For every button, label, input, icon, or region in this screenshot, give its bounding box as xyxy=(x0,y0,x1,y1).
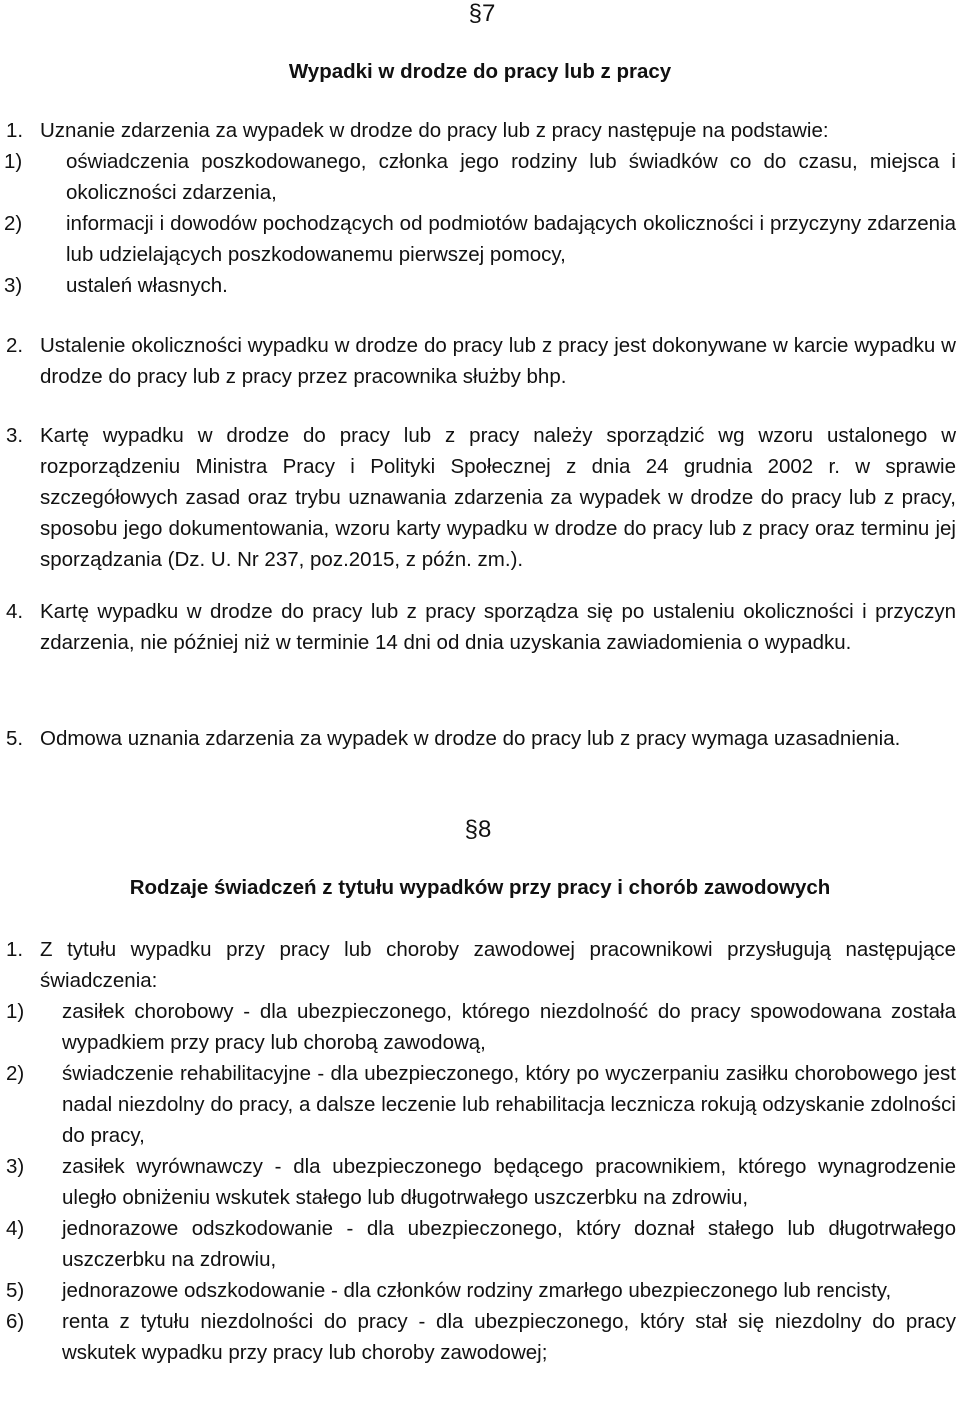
list-item-text: jednorazowe odszkodowanie - dla ubezpieczonego, który doznał stałego lub długotrwałego uszczerbku na zdrowiu, xyxy=(62,1217,956,1271)
section-8-title: Rodzaje świadczeń z tytułu wypadków przy pracy i chorób zawodowych xyxy=(129,876,831,899)
list-item xyxy=(6,1306,956,1368)
list-item-text: ustaleń własnych. xyxy=(66,274,228,297)
list-item-number: 5) xyxy=(6,1279,25,1302)
paragraph-number: 1. xyxy=(6,938,24,961)
list-item-number: 2) xyxy=(4,212,23,235)
paragraph-text: Kartę wypadku w drodze do pracy lub z pracy sporządza się po ustaleniu okoliczności i przyczyn zdarzenia, nie później niż w terminie 14 dni od dnia uzyskania zawiadomienia o wypadku. xyxy=(40,600,956,654)
paragraph-number: 2. xyxy=(6,334,24,357)
list-item-number: 2) xyxy=(6,1062,25,1085)
section-8-p1-list xyxy=(6,996,956,1368)
section-7-paragraph-2 xyxy=(6,330,956,392)
list-item-text: zasiłek chorobowy - dla ubezpieczonego, którego niezdolność do pracy spowodowana została wypadkiem przy pracy lub chorobą zawodową, xyxy=(62,1000,956,1054)
paragraph-text: Kartę wypadku w drodze do pracy lub z pracy należy sporządzić wg wzoru ustalonego w rozporządzeniu Ministra Pracy i Polityki Społecznej z dnia 24 grudnia 2002 r. w sprawie szczegółowych zasad oraz trybu uznawania zdarzenia za wypadek w drodze do pracy lub z pracy, sposobu jego dokumentowania, wzoru karty wypadku w drodze do pracy lub z pracy oraz terminu jej sporządzania (Dz. U. Nr 237, poz.2015, z późn. zm.). xyxy=(40,424,956,571)
list-item xyxy=(6,996,956,1058)
list-item xyxy=(6,1151,956,1213)
list-item-text: świadczenie rehabilitacyjne - dla ubezpieczonego, który po wyczerpaniu zasiłku chorobowego jest nadal niezdolny do pracy, a dalsze leczenie lub rehabilitacja lecznicza rokują odzyskanie zdolności do pracy, xyxy=(62,1062,956,1147)
section-7-number: §7 xyxy=(468,0,496,27)
paragraph-text: Ustalenie okoliczności wypadku w drodze do pracy lub z pracy jest dokonywane w karcie wypadku w drodze do pracy lub z pracy przez pracownika służby bhp. xyxy=(40,334,956,388)
section-7-p1-list xyxy=(4,146,956,301)
section-8-number: §8 xyxy=(464,816,492,843)
list-item xyxy=(6,1275,956,1306)
list-item-text: zasiłek wyrównawczy - dla ubezpieczonego będącego pracownikiem, którego wynagrodzenie uległo obniżeniu wskutek stałego lub długotrwałego uszczerbku na zdrowiu, xyxy=(62,1155,956,1209)
list-item-text: oświadczenia poszkodowanego, członka jego rodziny lub świadków co do czasu, miejsca i okoliczności zdarzenia, xyxy=(66,150,956,204)
list-item-number: 3) xyxy=(4,274,23,297)
list-item-number: 1) xyxy=(6,1000,25,1023)
list-item xyxy=(6,1058,956,1151)
paragraph-text: Z tytułu wypadku przy pracy lub choroby zawodowej pracownikowi przysługują następujące świadczenia: xyxy=(40,938,956,992)
paragraph-text: Uznanie zdarzenia za wypadek w drodze do pracy lub z pracy następuje na podstawie: xyxy=(40,119,829,142)
list-item-text: renta z tytułu niezdolności do pracy - dla ubezpieczonego, który stał się niezdolny do pracy wskutek wypadku przy pracy lub choroby zawodowej; xyxy=(62,1310,956,1364)
list-item xyxy=(4,270,956,301)
paragraph-number: 4. xyxy=(6,600,24,623)
list-item-text: informacji i dowodów pochodzących od podmiotów badających okoliczności i przyczyny zdarzenia lub udzielających poszkodowanemu pierwszej pomocy, xyxy=(66,212,956,266)
list-item-number: 4) xyxy=(6,1217,25,1240)
list-item-number: 6) xyxy=(6,1310,25,1333)
section-7-paragraph-4 xyxy=(6,596,956,658)
paragraph-number: 3. xyxy=(6,424,24,447)
paragraph-number: 1. xyxy=(6,119,24,142)
list-item-number: 1) xyxy=(4,150,23,173)
paragraph-text: Odmowa uznania zdarzenia za wypadek w drodze do pracy lub z pracy wymaga uzasadnienia. xyxy=(40,727,901,750)
list-item-number: 3) xyxy=(6,1155,25,1178)
list-item xyxy=(4,146,956,208)
list-item-text: jednorazowe odszkodowanie - dla członków rodziny zmarłego ubezpieczonego lub rencisty, xyxy=(62,1279,892,1302)
section-7-title: Wypadki w drodze do pracy lub z pracy xyxy=(288,60,672,83)
paragraph-number: 5. xyxy=(6,727,24,750)
section-7-paragraph-1 xyxy=(6,115,956,146)
list-item xyxy=(6,1213,956,1275)
section-8-paragraph-1 xyxy=(6,934,956,996)
list-item xyxy=(4,208,956,270)
section-7-paragraph-3 xyxy=(6,420,956,575)
section-7-paragraph-5 xyxy=(6,723,956,754)
